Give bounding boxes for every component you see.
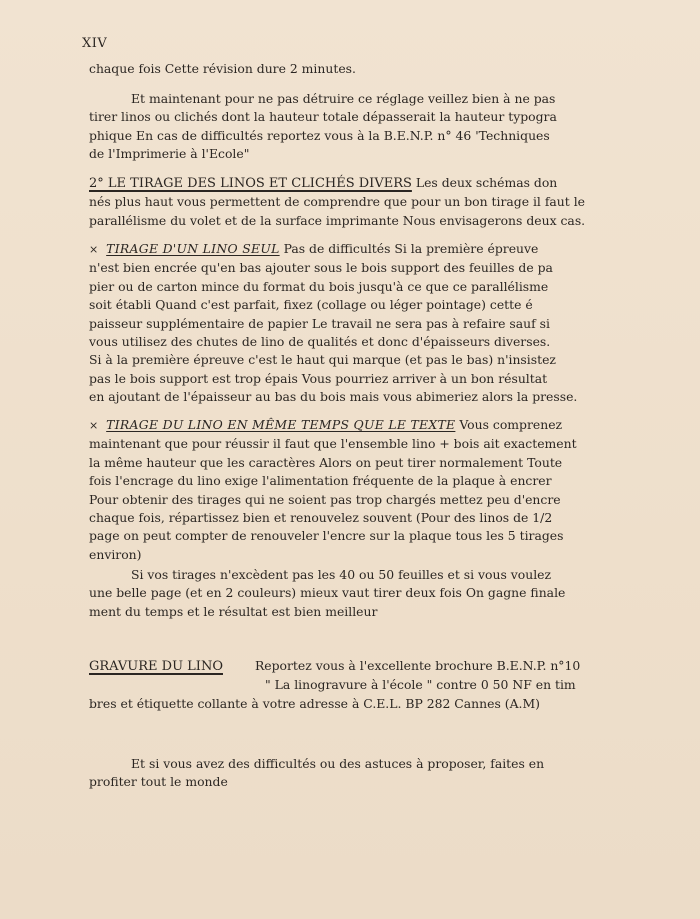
paragraph-maintenant: [89, 90, 623, 164]
text-line: n'est bien encrée qu'en bas ajouter sous le bois support des feuilles de pa: [89, 260, 553, 276]
text-line: nés plus haut vous permettent de comprendre que pour un bon tirage il faut le: [89, 194, 586, 210]
text-line: fois l'encrage du lino exige l'alimentation fréquente de la plaque à encrer: [89, 473, 552, 489]
text-line: vous utilisez des chutes de lino de qualités et donc d'épaisseurs diverses.: [89, 334, 551, 350]
text-line: une belle page (et en 2 couleurs) mieux vaut tirer deux fois On gagne finale: [89, 585, 566, 601]
text-line: la même hauteur que les caractères Alors on peut tirer normalement Toute: [89, 454, 563, 470]
text-line: Vous comprenez: [459, 417, 563, 432]
text-line: environ): [89, 546, 142, 562]
text-line: paisseur supplémentaire de papier Le travail ne sera pas à refaire sauf si: [89, 315, 551, 331]
text-line: soit établi Quand c'est parfait, fixez (collage ou léger pointage) cette é: [89, 297, 533, 313]
text-line: Si vos tirages n'excèdent pas les 40 ou 50 feuilles et si vous voulez: [131, 567, 552, 582]
section-heading-gravure: GRAVURE DU LINO: [89, 659, 223, 674]
text-line: pier ou de carton mince du format du bois jusqu'à ce que ce parallélisme: [89, 278, 549, 294]
text-line: Et si vous avez des difficultés ou des astuces à proposer, faites en: [131, 756, 545, 771]
text-line: Les deux schémas don: [415, 175, 558, 190]
text-line: Et maintenant pour ne pas détruire ce réglage veillez bien à ne pas: [131, 91, 556, 106]
text-line: Pas de difficultés Si la première épreuve: [283, 241, 539, 256]
text-line: en ajoutant de l'épaisseur au bas du bois mais vous abimeriez alors la presse.: [89, 389, 578, 405]
paragraph-revision: chaque fois Cette révision dure 2 minutes.: [89, 61, 356, 76]
text-line: tirer linos ou clichés dont la hauteur totale dépasserait la hauteur typogra: [89, 109, 557, 125]
text-line: " La linogravure à l'école " contre 0 50 NF en tim: [265, 677, 576, 693]
subsection-title-lino-seul: TIRAGE D'UN LINO SEUL: [106, 241, 280, 256]
section-tirage: [89, 174, 623, 230]
bullet-mark: ×: [89, 243, 99, 256]
text-line: phique En cas de difficultés reportez vous à la B.E.N.P. n° 46 'Techniques: [89, 127, 550, 143]
text-line: chaque fois, répartissez bien et renouvelez souvent (Pour des linos de 1/2: [89, 510, 553, 526]
text-line: maintenant que pour réussir il faut que l'ensemble lino + bois ait exactement: [89, 436, 577, 452]
paragraph-tirages: [89, 566, 623, 621]
text-line: de l'Imprimerie à l'Ecole": [89, 146, 250, 162]
subsection-title-lino-texte: TIRAGE DU LINO EN MÊME TEMPS QUE LE TEXTE: [106, 417, 456, 432]
text-line: page on peut compter de renouveler l'encre sur la plaque tous les 5 tirages: [89, 528, 564, 544]
page-number: XIV: [82, 36, 108, 51]
text-line: parallélisme du volet et de la surface imprimante Nous envisagerons deux cas.: [89, 212, 586, 228]
paragraph-closing: [89, 755, 623, 792]
text-line: Pour obtenir des tirages qui ne soient pas trop chargés mettez peu d'encre: [89, 491, 561, 507]
text-line: bres et étiquette collante à votre adresse à C.E.L. BP 282 Cannes (A.M): [89, 695, 541, 711]
text-line: pas le bois support est trop épais Vous pourriez arriver à un bon résultat: [89, 370, 548, 386]
text-line: profiter tout le monde: [89, 774, 228, 790]
text-line: Si à la première épreuve c'est le haut qui marque (et pas le bas) n'insistez: [89, 352, 556, 368]
bullet-mark: ×: [89, 419, 99, 432]
subsection-lino-seul: [89, 240, 623, 407]
section-gravure: [89, 657, 623, 713]
subsection-lino-texte: [89, 416, 623, 564]
text-line: Reportez vous à l'excellente brochure B.E.N.P. n°10: [254, 658, 581, 673]
text-line: ment du temps et le résultat est bien meilleur: [89, 603, 378, 619]
section-heading-tirage: 2° LE TIRAGE DES LINOS ET CLICHÉS DIVERS: [89, 176, 412, 191]
